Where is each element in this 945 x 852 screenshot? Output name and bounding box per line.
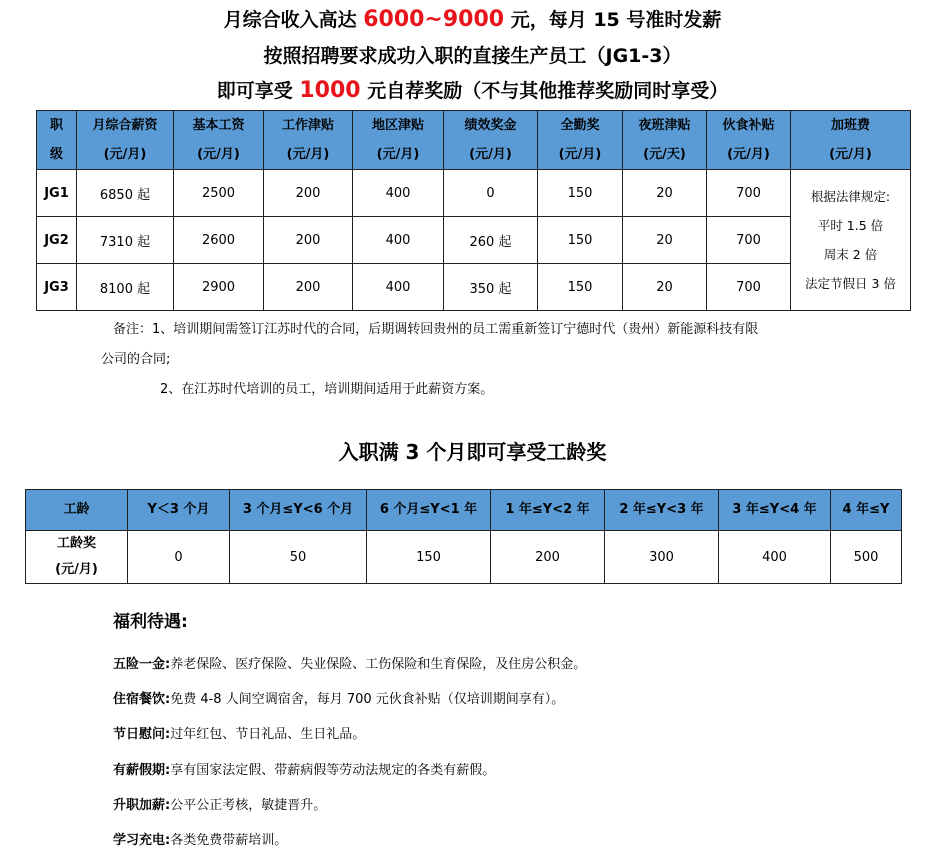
header-performance-bonus: 绩效奖金 (元/月) [444,111,538,170]
table-cell: 2600 [174,217,264,264]
table-cell: 150 [538,170,623,217]
table-row [26,531,902,584]
benefit-item: 住宿餐饮:免费 4-8 人间空调宿舍，每月 700 元伙食补贴（仅培训期间享有）。 [113,692,565,707]
table-cell: 8100 起 [77,264,174,311]
seniority-header-label: 工龄 [26,490,128,531]
seniority-bracket: 4 年≤Y [831,490,902,531]
benefit-item: 有薪假期:享有国家法定假、带薪病假等劳动法规定的各类有薪假。 [113,763,496,778]
table-cell: 7310 起 [77,217,174,264]
seniority-bracket: 3 年≤Y<4 年 [719,490,831,531]
header-base-salary: 基本工资 (元/月) [174,111,264,170]
table-cell: 700 [707,264,791,311]
seniority-bracket: 6 个月≤Y<1 年 [367,490,491,531]
table-cell: 0 [444,170,538,217]
table-cell: 350 起 [444,264,538,311]
seniority-bracket: 1 年≤Y<2 年 [491,490,605,531]
grade-cell: JG2 [37,217,77,264]
income-range: 6000~9000 [363,7,505,32]
table-cell: 400 [353,217,444,264]
table-cell: 20 [623,264,707,311]
grade-cell: JG1 [37,170,77,217]
seniority-bracket: 2 年≤Y<3 年 [605,490,719,531]
header-monthly-total: 月综合薪资 (元/月) [77,111,174,170]
header-grade: 职 级 [37,111,77,170]
benefits-title: 福利待遇: [113,612,188,632]
seniority-table [25,489,902,584]
seniority-value: 300 [605,531,719,584]
table-cell: 200 [264,217,353,264]
table-row [37,170,911,217]
seniority-value: 500 [831,531,902,584]
header-work-allowance: 工作津贴 (元/月) [264,111,353,170]
table-cell: 700 [707,170,791,217]
seniority-bracket: Y＜3 个月 [128,490,230,531]
seniority-title: 入职满 3 个月即可享受工龄奖 [338,440,607,464]
headline-income: 月综合收入高达 6000~9000 元，每月 15 号准时发薪 [223,7,722,32]
table-cell: 400 [353,264,444,311]
header-night-shift: 夜班津贴 (元/天) [623,111,707,170]
table-cell: 150 [538,217,623,264]
benefit-item: 五险一金:养老保险、医疗保险、失业保险、工伤保险和生育保险，及住房公积金。 [113,657,587,672]
table-cell: 20 [623,170,707,217]
header-regional-allowance: 地区津贴 (元/月) [353,111,444,170]
table-cell: 200 [264,264,353,311]
grade-cell: JG3 [37,264,77,311]
referral-amount: 1000 [299,78,361,103]
headline-referral: 即可享受 1000 元自荐奖励（不与其他推荐奖励同时享受） [216,78,729,103]
table-row [37,264,911,311]
seniority-value: 50 [230,531,367,584]
note-2: 2、在江苏时代培训的员工，培训期间适用于此薪资方案。 [160,382,494,397]
note-1-continued: 公司的合同; [101,352,171,367]
table-cell: 2900 [174,264,264,311]
table-cell: 2500 [174,170,264,217]
table-cell: 20 [623,217,707,264]
seniority-value: 400 [719,531,831,584]
benefit-item: 升职加薪:公平公正考核，敏捷晋升。 [113,798,327,813]
table-cell: 400 [353,170,444,217]
seniority-value: 200 [491,531,605,584]
benefit-item: 学习充电:各类免费带薪培训。 [113,833,288,848]
overtime-rules: 根据法律规定: 平时 1.5 倍 周末 2 倍 法定节假日 3 倍 [791,170,911,311]
headline-eligibility: 按照招聘要求成功入职的直接生产员工（JG1-3） [263,45,682,67]
table-row [37,217,911,264]
header-meal-allowance: 伙食补贴 (元/月) [707,111,791,170]
seniority-value-label: 工龄奖 (元/月) [26,531,128,584]
header-attendance-bonus: 全勤奖 (元/月) [538,111,623,170]
benefit-item: 节日慰问:过年红包、节日礼品、生日礼品。 [113,727,366,742]
table-cell: 260 起 [444,217,538,264]
table-cell: 6850 起 [77,170,174,217]
salary-table [36,110,911,311]
table-cell: 150 [538,264,623,311]
table-cell: 200 [264,170,353,217]
seniority-bracket: 3 个月≤Y<6 个月 [230,490,367,531]
note-1: 备注：1、培训期间需签订江苏时代的合同，后期调转回贵州的员工需重新签订宁德时代（贵州）新能源科技有限 [113,322,759,337]
table-cell: 700 [707,217,791,264]
header-overtime: 加班费 (元/月) [791,111,911,170]
seniority-value: 0 [128,531,230,584]
seniority-value: 150 [367,531,491,584]
